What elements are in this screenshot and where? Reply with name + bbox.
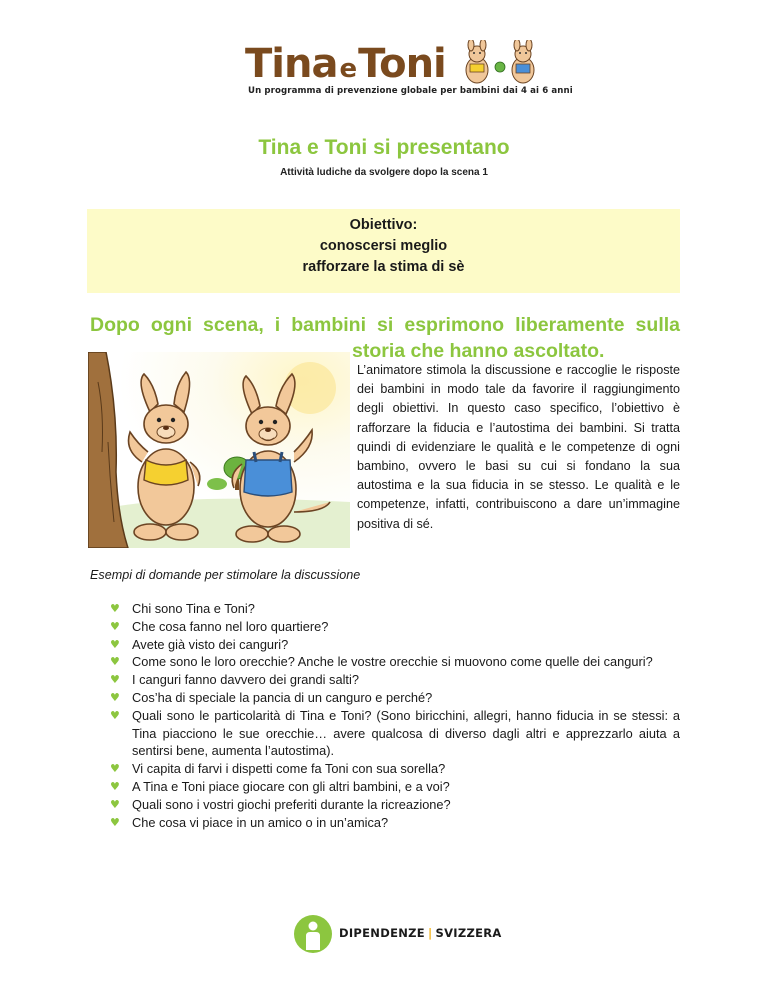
objective-item-2: rafforzare la stima di sè [302, 259, 465, 275]
question-text: Quali sono le particolarità di Tina e Toni? (Sono biricchini, allegri, hanno fiducia in se stessi: a Tina piacciono le sue orecchie… avere qualcosa di diverso dagli altri e apprezzarlo aiuta a sentirsi bene, aumenta l’autostima). [132, 707, 680, 759]
question-text: Come sono le loro orecchie? Anche le vostre orecchie si muovono come quelle dei canguri? [132, 654, 653, 670]
tina-toni-illustration [88, 352, 350, 548]
objective-label: Obiettivo: [349, 217, 418, 233]
question-item [110, 689, 680, 707]
heart-bullet-icon: ♥ [110, 815, 120, 829]
intro-paragraph: L’animatore stimola la discussione e raccoglie le risposte dei bambini in modo tale da favorire il raggiungimento degli obiettivi. In questo caso specifico, l’obiettivo è rafforzare la fiducia e l’autostima dei bambini. Si tratta quindi di evidenziare le qualità e le competenze di ogni bambino, ovvero le basi su cui si fondano la sua autostima e la sua fiducia in se stesso. Le qualità e le competenze, infatti, contribuiscono a dare un’immagine positiva di sé. [357, 363, 680, 531]
examples-title: Esempi di domande per stimolare la discussione [90, 568, 361, 582]
question-item [110, 707, 680, 760]
section-heading-line-1: Dopo ogni scena, i bambini si esprimono liberamente sulla [90, 314, 680, 336]
question-item [110, 778, 680, 796]
question-text: Cos’ha di speciale la pancia di un canguro e perché? [132, 689, 433, 705]
question-item [110, 796, 680, 814]
logo-name-e: e [339, 54, 357, 84]
logo-kangaroos-icon [455, 40, 545, 86]
question-item [110, 653, 680, 671]
heart-bullet-icon: ♥ [110, 762, 120, 776]
heart-bullet-icon: ♥ [110, 779, 120, 793]
logo-name-tina: Tina [245, 41, 338, 87]
footer-logo [293, 914, 502, 954]
heart-bullet-icon: ♥ [110, 619, 120, 633]
question-item [110, 814, 680, 832]
heart-bullet-icon: ♥ [110, 797, 120, 811]
heart-bullet-icon: ♥ [110, 708, 120, 722]
heart-bullet-icon: ♥ [110, 673, 120, 687]
dipendenze-svizzera-logo-icon [293, 914, 333, 954]
header-logo [245, 40, 573, 104]
question-text: A Tina e Toni piace giocare con gli altri bambini, e a voi? [132, 778, 450, 794]
objective-box [87, 209, 680, 293]
objective-item-1: conoscersi meglio [319, 238, 448, 254]
question-text: Che cosa vi piace in un amico o in un’amica? [132, 814, 389, 830]
footer-text-part2: SVIZZERA [435, 926, 502, 940]
heart-bullet-icon: ♥ [110, 637, 120, 651]
footer-text [339, 926, 502, 940]
question-text: Vi capita di farvi i dispetti come fa Toni con sua sorella? [132, 761, 446, 777]
question-text: Chi sono Tina e Toni? [132, 601, 255, 616]
heart-bullet-icon: ♥ [110, 602, 120, 615]
question-item [110, 671, 680, 689]
section-heading-line-2: storia che hanno ascoltato. [352, 340, 605, 362]
logo-tagline: Un programma di prevenzione globale per bambini dai 4 ai 6 anni [248, 86, 573, 96]
footer-text-part1: DIPENDENZE [339, 926, 425, 940]
footer-separator: | [427, 926, 433, 940]
questions-list [110, 600, 680, 831]
question-item [110, 636, 680, 654]
question-text: Quali sono i vostri giochi preferiti durante la ricreazione? [132, 796, 451, 812]
logo-name-toni: Toni [358, 41, 446, 87]
question-item [110, 600, 680, 618]
question-text: Che cosa fanno nel loro quartiere? [132, 618, 329, 634]
question-item [110, 760, 680, 778]
heart-bullet-icon: ♥ [110, 690, 120, 704]
page-subtitle: Attività ludiche da svolgere dopo la scena 1 [280, 167, 488, 178]
page-title: Tina e Toni si presentano [258, 136, 510, 159]
question-text: Avete già visto dei canguri? [132, 636, 289, 652]
question-item [110, 618, 680, 636]
heart-bullet-icon: ♥ [110, 655, 120, 669]
question-text: I canguri fanno davvero dei grandi salti? [132, 672, 359, 688]
